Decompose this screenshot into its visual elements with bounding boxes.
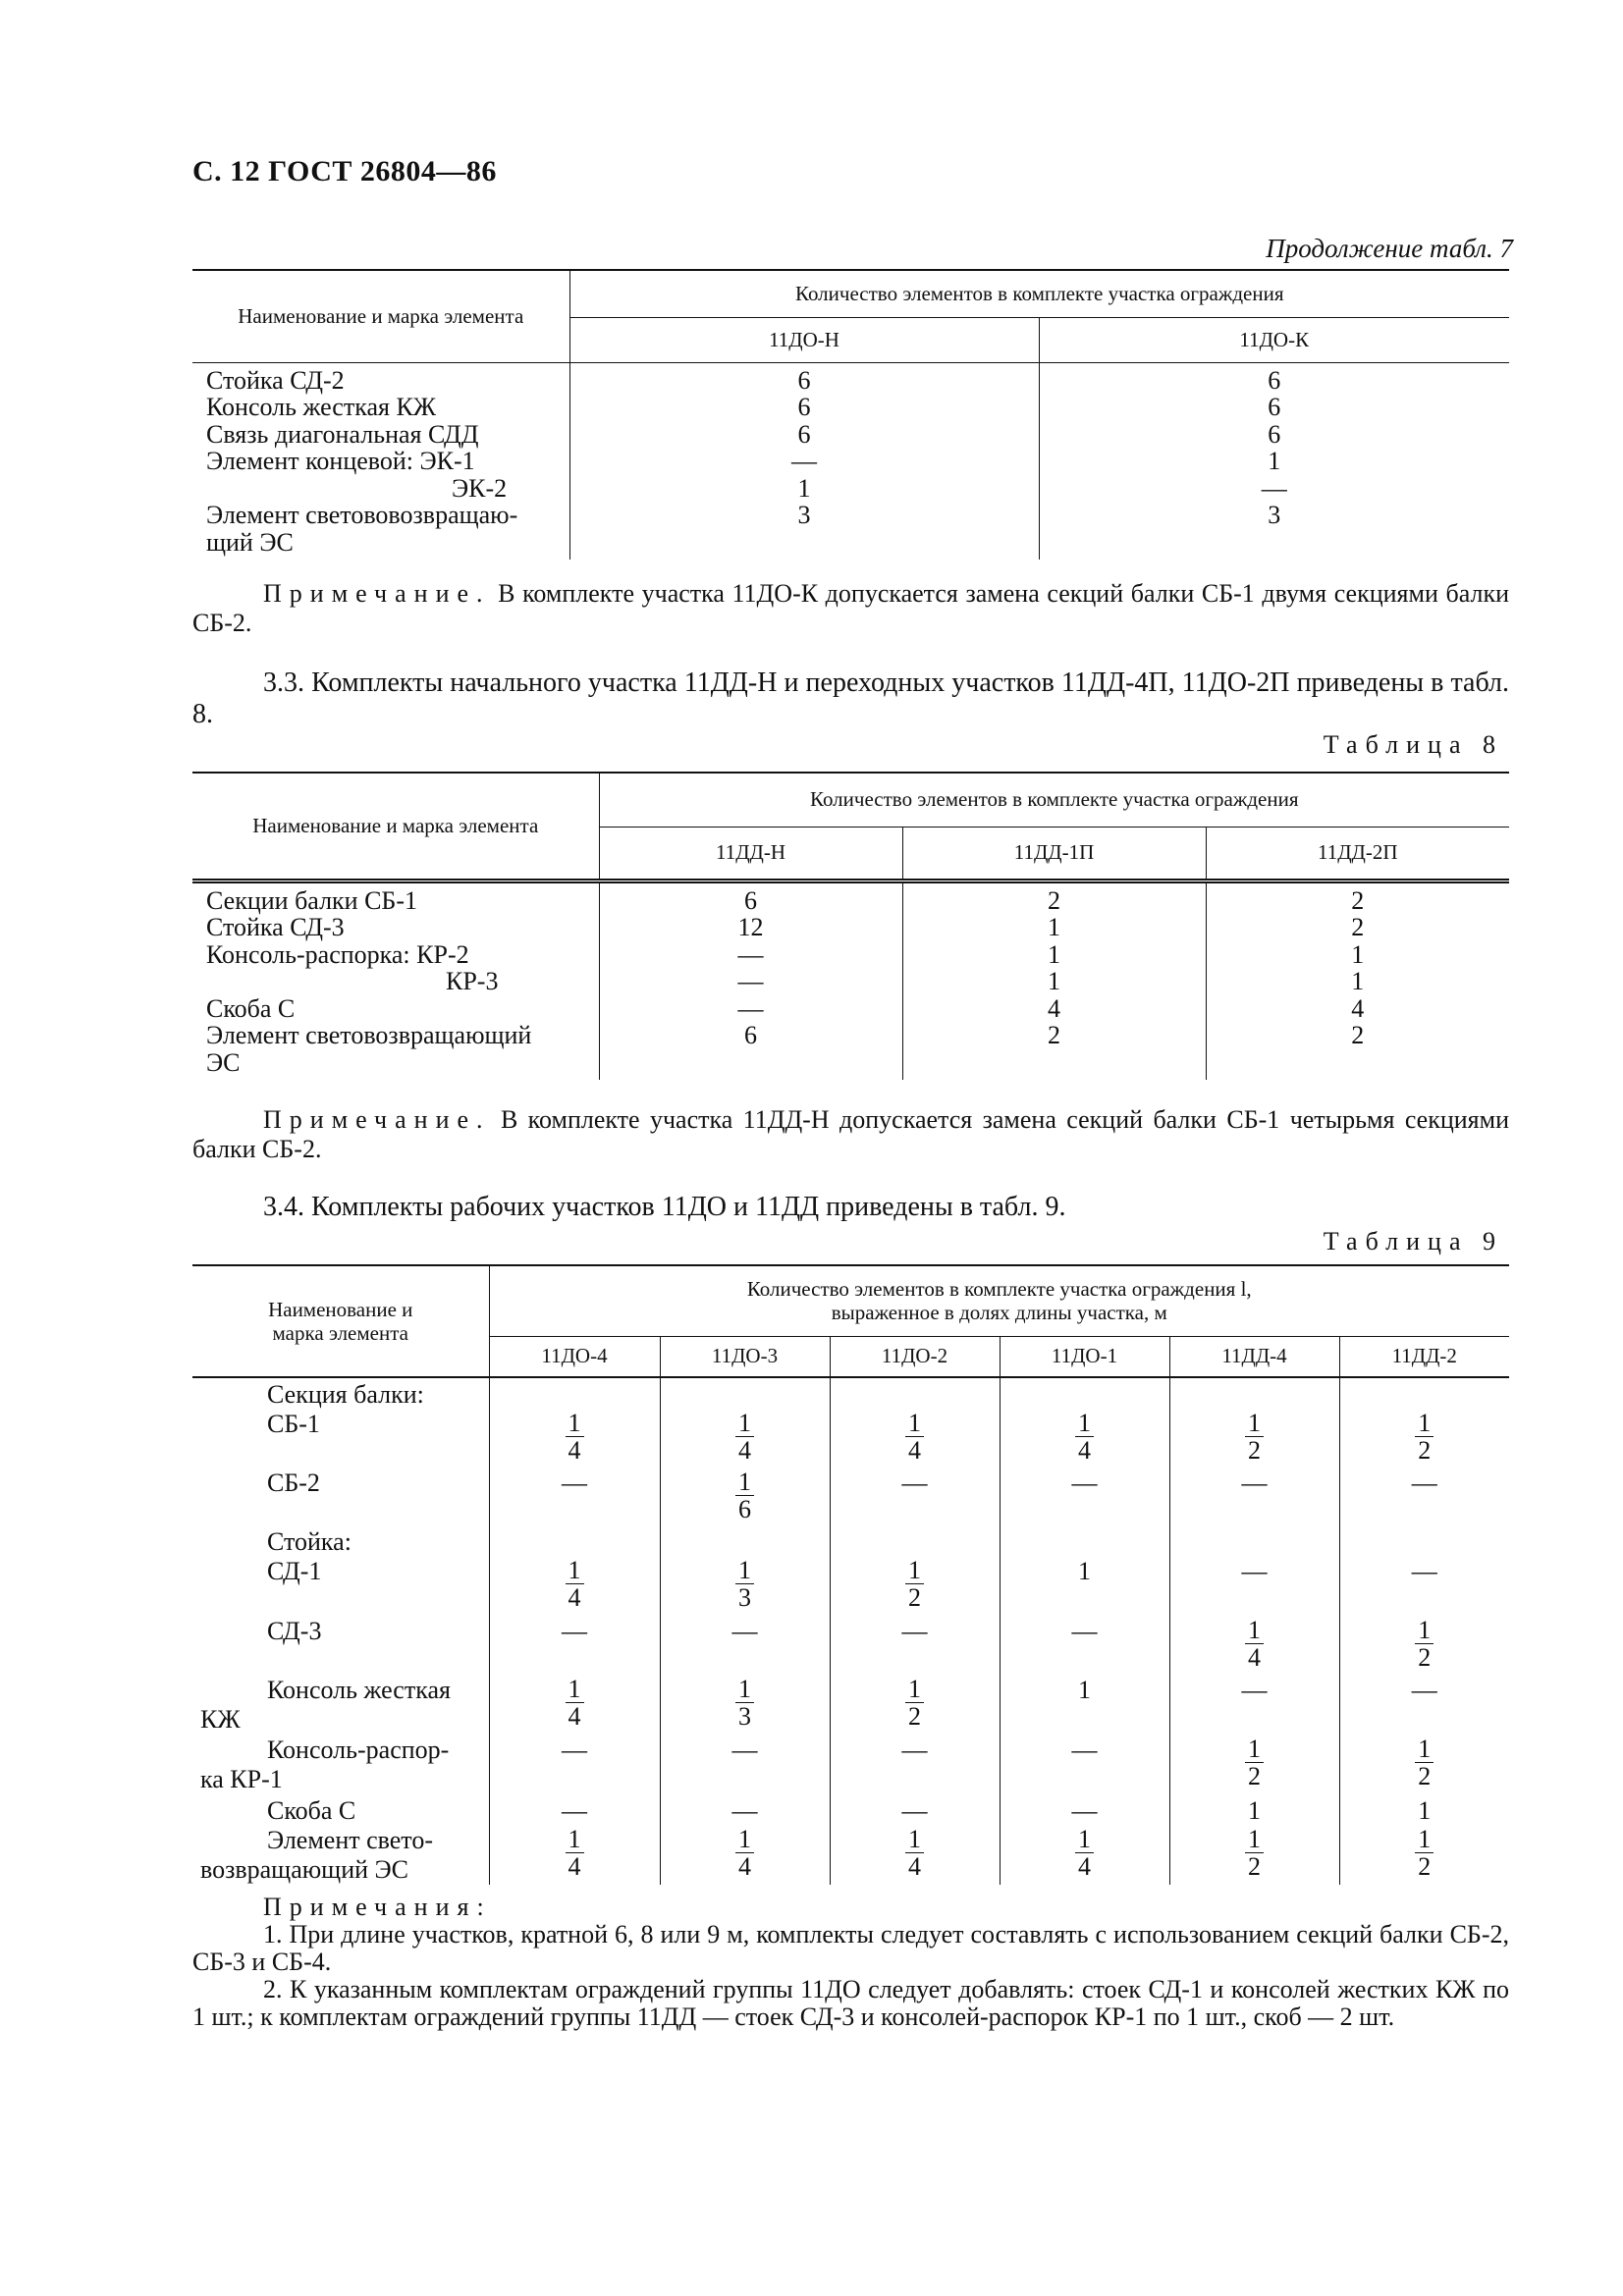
cell-value: 6 [569,394,1039,421]
row-name: ЭК-2 [452,473,508,503]
cell-value [830,1410,1000,1468]
fraction: $\frac{1}{4}$ [1245,1617,1264,1671]
row-name: Элемент свето- возвращающий ЭС [192,1826,489,1885]
cell-value: 6 [599,1022,902,1049]
cell-value: 3 [569,502,1039,529]
group-label: Секция балки: [192,1377,489,1410]
cell-value: 6 [1268,365,1281,395]
cell-value: — [830,1617,1000,1676]
cell-value [660,1468,830,1527]
fraction: $\frac{1}{2}$ [1415,1410,1434,1464]
row-name: КР-3 [446,967,499,995]
row-name: Скоба С [192,995,599,1023]
cell-value: — [1169,1468,1339,1527]
fraction: $\frac{1}{6}$ [735,1468,754,1522]
row-name: Элемент световозвращающий [192,1022,599,1049]
cell-value: 1 [902,914,1206,941]
cell-value [830,1826,1000,1885]
cell-value [660,1557,830,1617]
cell-value: — [1000,1735,1169,1796]
cell-value: 2 [1351,885,1365,915]
cell-value: 1 [1000,1676,1169,1735]
row-name: Консоль-распорка: КР-2 [192,941,599,969]
col-header-group: Количество элементов в комплекте участка ограждения l, выраженное в долях длины участка, м [489,1265,1509,1336]
cell-value: — [830,1735,1000,1796]
col-header: 11ДО-3 [660,1336,830,1377]
note-1: 1. При длине участков, кратной 6, 8 или 9 м, комплекты следует составлять с использованием секций балки СБ-2, СБ-3 и СБ-4. [192,1920,1509,1976]
cell-value [660,1826,830,1885]
cell-value: — [489,1468,660,1527]
fraction: $\frac{1}{3}$ [735,1676,754,1730]
cell-value: — [599,941,902,969]
fraction: $\frac{1}{2}$ [1245,1826,1264,1880]
cell-value: 1 [1169,1796,1339,1826]
cell-value: — [599,968,902,995]
cell-value [660,1410,830,1468]
cell-value [830,1557,1000,1617]
notes-label: Примечания: [263,1893,492,1921]
cell-value [1339,1410,1509,1468]
row-name: Секции балки СБ-1 [192,881,599,914]
cell-value: 1 [1351,939,1365,969]
fraction: $\frac{1}{3}$ [735,1557,754,1611]
cell-value: 6 [1268,419,1281,449]
table-continuation-label: Продолжение табл. 7 [1266,234,1513,263]
cell-value: 4 [902,995,1206,1023]
fraction: $\frac{1}{4}$ [566,1410,584,1464]
col-header-name: Наименование и марка элемента [192,773,599,881]
fraction: $\frac{1}{2}$ [905,1557,924,1611]
cell-value [1169,1826,1339,1885]
table-8-title: Таблица 8 [1323,730,1503,759]
col-header-group: Количество элементов в комплекте участка ограждения [599,773,1509,827]
cell-value: — [1261,473,1287,503]
col-header-name: Наименование и марка элемента [192,270,569,362]
cell-value: — [1411,1468,1437,1497]
cell-value: 2 [902,1022,1206,1049]
cell-value [830,1676,1000,1735]
cell-value: — [1169,1676,1339,1735]
cell-value: 6 [599,881,902,914]
fraction: $\frac{1}{2}$ [1415,1826,1434,1880]
cell-value: 6 [569,362,1039,394]
row-name: Стойка СД-2 [192,362,569,394]
cell-value [1339,1617,1509,1676]
table-7-note: Примечание. В комплекте участка 11ДО-К допускается замена секций балки СБ-1 двумя секциями балки СБ-2. [192,579,1510,637]
cell-value: 6 [569,421,1039,449]
cell-value: 2 [902,881,1206,914]
page-header: С. 12 ГОСТ 26804—86 [192,155,497,187]
row-name: Связь диагональная СДД [192,421,569,449]
row-name: СБ-1 [192,1410,489,1468]
col-header: 11ДО-1 [1000,1336,1169,1377]
cell-value: — [660,1735,830,1796]
row-name: Скоба С [192,1796,489,1826]
row-name: Стойка СД-3 [192,914,599,941]
row-name: Элемент концевой: ЭК-1 [192,448,569,475]
cell-value [1339,1735,1509,1796]
cell-value: — [569,448,1039,475]
fraction: $\frac{1}{4}$ [566,1826,584,1880]
cell-value: — [1000,1617,1169,1676]
cell-value: 12 [599,914,902,941]
col-header: 11ДО-Н [569,317,1039,362]
cell-value [489,1676,660,1735]
fraction: $\frac{1}{4}$ [1075,1410,1094,1464]
cell-value: — [489,1735,660,1796]
cell-value: 1 [1268,447,1281,475]
cell-value: — [1411,1557,1437,1585]
table-9-title: Таблица 9 [1323,1227,1503,1255]
table-8 [192,772,1509,1080]
fraction: $\frac{1}{2}$ [1245,1410,1264,1464]
col-header-group: Количество элементов в комплекте участка ограждения [569,270,1509,317]
row-name: Элемент светововозвращаю- [192,502,569,529]
fraction: $\frac{1}{4}$ [905,1410,924,1464]
cell-value [1000,1410,1169,1468]
row-name: СБ-2 [192,1468,489,1527]
cell-value: 1 [902,968,1206,995]
cell-value: 1 [1000,1557,1169,1617]
row-name: СД-1 [192,1557,489,1617]
cell-value [1339,1826,1509,1885]
cell-value: 6 [1268,393,1281,421]
cell-value: — [599,995,902,1023]
row-name: щий ЭС [192,529,569,561]
row-name: СД-3 [192,1617,489,1676]
cell-value [660,1676,830,1735]
cell-value [1000,1826,1169,1885]
paragraph-3-4: 3.4. Комплекты рабочих участков 11ДО и 11ДД приведены в табл. 9. [263,1192,1066,1222]
col-header: 11ДД-2П [1206,827,1509,881]
cell-value [489,1557,660,1617]
cell-value: — [1411,1676,1437,1704]
fraction: $\frac{1}{2}$ [905,1676,924,1730]
col-header: 11ДД-Н [599,827,902,881]
cell-value: — [1000,1468,1169,1527]
cell-value: 4 [1351,993,1365,1023]
table-8-note: Примечание. В комплекте участка 11ДД-Н допускается замена секций балки СБ-1 четырьмя секциями балки СБ-2. [192,1105,1509,1163]
col-header-name: Наименование и марка элемента [192,1265,489,1377]
cell-value: — [660,1796,830,1826]
table-9-notes [192,1894,1509,2031]
cell-value: 1 [569,475,1039,503]
cell-value: — [660,1617,830,1676]
cell-value [1169,1410,1339,1468]
row-name: Консоль жесткая КЖ [192,394,569,421]
table-7-continuation [192,269,1509,560]
cell-value: — [830,1468,1000,1527]
fraction: $\frac{1}{2}$ [1245,1735,1264,1789]
cell-value [1169,1617,1339,1676]
cell-value: — [1000,1796,1169,1826]
cell-value: 1 [902,941,1206,969]
row-name: ЭС [192,1049,599,1081]
cell-value: 2 [1351,913,1365,941]
col-header: 11ДО-К [1039,317,1509,362]
cell-value: 2 [1351,1021,1365,1049]
fraction: $\frac{1}{4}$ [735,1410,754,1464]
cell-value: — [830,1796,1000,1826]
cell-value: — [489,1617,660,1676]
fraction: $\frac{1}{4}$ [735,1826,754,1880]
cell-value [489,1410,660,1468]
cell-value: — [1169,1557,1339,1617]
row-name: Консоль-распор- ка КР-1 [192,1735,489,1796]
cell-value: 1 [1418,1796,1432,1825]
col-header: 11ДД-4 [1169,1336,1339,1377]
fraction: $\frac{1}{4}$ [1075,1826,1094,1880]
cell-value: 3 [1268,501,1281,529]
paragraph-3-3: 3.3. Комплекты начального участка 11ДД-Н и переходных участков 11ДД-4П, 11ДО-2П приведены в табл. 8. [192,667,1509,729]
fraction: $\frac{1}{4}$ [566,1676,584,1730]
fraction: $\frac{1}{2}$ [1415,1735,1434,1789]
row-name: Консоль жесткая КЖ [192,1676,489,1735]
cell-value: — [489,1796,660,1826]
fraction: $\frac{1}{4}$ [905,1826,924,1880]
table-9 [192,1264,1509,1885]
group-label: Стойка: [192,1527,489,1557]
note-2: 2. К указанным комплектам ограждений группы 11ДО следует добавлять: стоек СД-1 и консолей жестких КЖ по 1 шт.; к комплектам ограждений группы 11ДД — стоек СД-3 и консолей-распорок КР-1 по 1 шт., скоб — 2 шт. [192,1975,1509,2031]
col-header: 11ДД-2 [1339,1336,1509,1377]
cell-value: 1 [1351,967,1365,995]
fraction: $\frac{1}{4}$ [566,1557,584,1611]
col-header: 11ДД-1П [902,827,1206,881]
fraction: $\frac{1}{2}$ [1415,1617,1434,1671]
col-header: 11ДО-4 [489,1336,660,1377]
cell-value [1169,1735,1339,1796]
cell-value [489,1826,660,1885]
col-header: 11ДО-2 [830,1336,1000,1377]
